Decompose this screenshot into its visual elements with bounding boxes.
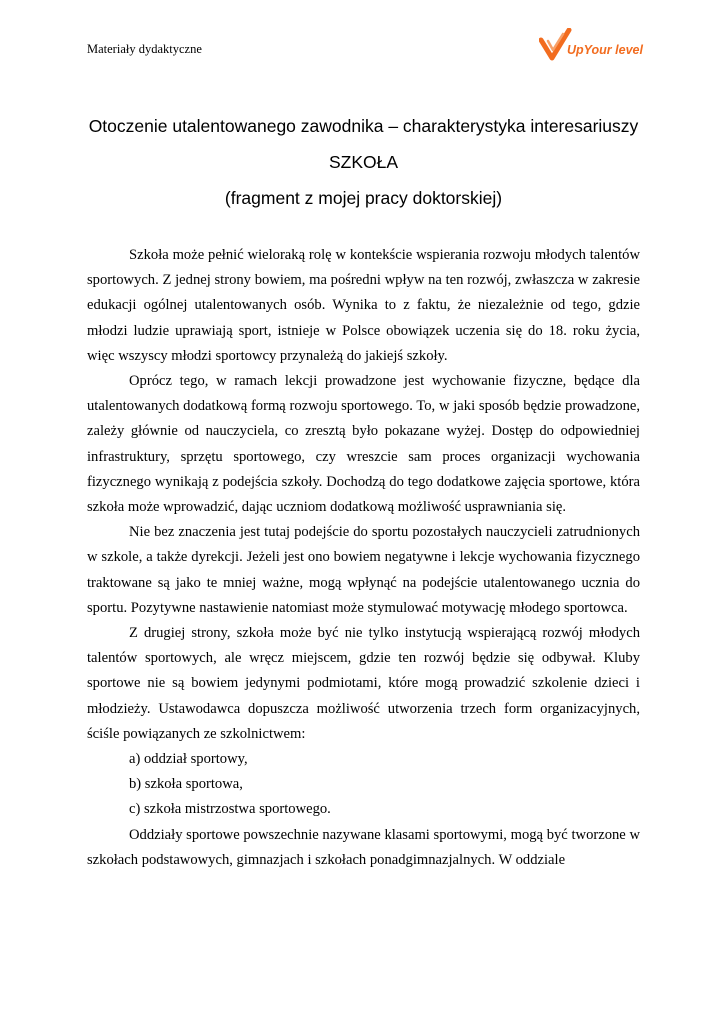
- document-title: Otoczenie utalentowanego zawodnika – charakterystyka interesariuszy: [88, 116, 639, 136]
- list-item: b) szkoła sportowa,: [129, 776, 243, 793]
- paragraph: Z drugiej strony, szkoła może być nie tylko instytucją wspierającą rozwój młodych talentów sportowych, ale wręcz miejscem, gdzie ten rozwój będzie się odbywał. Kluby sportowe nie są bowiem jedynymi podmiotami, które mogą prowadzić szkolenie dzieci i młodzieży. Ustawodawca dopuszcza możliwość utworzenia trzech form organizacyjnych, ściśle powiązanych ze szkolnictwem:: [87, 625, 640, 742]
- paragraph: Oddziały sportowe powszechnie nazywane klasami sportowymi, mogą być tworzone w szkołach podstawowych, gimnazjach i szkołach ponadgimnazjalnych. W oddziale: [87, 826, 640, 868]
- brand-logo: [539, 28, 649, 68]
- header-label: Materiały dydaktyczne: [87, 42, 202, 56]
- paragraph: Szkoła może pełnić wieloraką rolę w kontekście wspierania rozwoju młodych talentów sportowych. Z jednej strony bowiem, ma pośredni wpływ na ten rozwój, zwłaszcza w zakresie edukacji ogólnej utalentowanych osób. Wynika to z faktu, że niezależnie od tego, gdzie młodzi ludzie uprawiają sport, istnieje w Polsce obowiązek uczenia się do 18. roku życia, więc wszyscy młodzi sportowcy przynależą do jakiejś szkoły.: [87, 247, 640, 364]
- document-subtitle: SZKOŁA: [328, 152, 399, 172]
- list-item: c) szkoła mistrzostwa sportowego.: [129, 801, 331, 818]
- document-body: [87, 243, 640, 873]
- checkmark-logo-icon: [539, 28, 649, 68]
- list-item: a) oddział sportowy,: [129, 751, 248, 768]
- paragraph: Oprócz tego, w ramach lekcji prowadzone jest wychowanie fizyczne, będące dla utalentowanych dodatkową formą rozwoju sportowego. To, w jaki sposób będzie prowadzone, zależy głównie od nauczyciela, co zresztą było pokazane wyżej. Dostęp do odpowiedniej infrastruktury, sprzętu sportowego, czy wreszcie sam proces organizacji wychowania fizycznego wynikają z podejścia szkoły. Dochodzą do tego dodatkowe zajęcia sportowe, która szkoła może wprowadzić, dając uczniom dodatkową możliwość usprawniania się.: [87, 373, 640, 516]
- document-source-note: (fragment z mojej pracy doktorskiej): [224, 188, 503, 208]
- paragraph: Nie bez znaczenia jest tutaj podejście do sportu pozostałych nauczycieli zatrudnionych w szkole, a także dyrekcji. Jeżeli jest ono bowiem negatywne i lekcje wychowania fizycznego traktowane są jako te mniej ważne, mogą wpłynąć na podejście utalentowanego ucznia do sportu. Pozytywne nastawienie natomiast może stymulować motywację młodego sportowca.: [87, 524, 640, 616]
- title-block: [87, 116, 640, 224]
- logo-brand-text: UpYour level: [567, 43, 643, 57]
